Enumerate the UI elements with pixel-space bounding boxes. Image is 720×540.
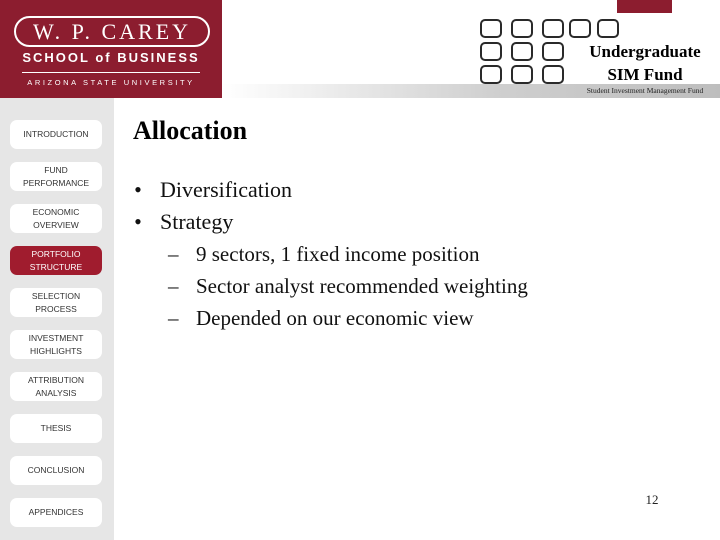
fund-title-line2: SIM Fund <box>607 65 683 84</box>
sidebar-item-economic-overview[interactable]: ECONOMIC OVERVIEW <box>10 204 102 233</box>
sub-bullet-item <box>128 270 688 302</box>
header-accent-tab <box>617 0 672 13</box>
sidebar-item-selection-process[interactable]: SELECTION PROCESS <box>10 288 102 317</box>
bullet-text: Diversification <box>160 177 292 202</box>
grid-square <box>542 19 564 38</box>
sub-bullet-marker: – <box>168 306 179 330</box>
grid-square <box>480 19 502 38</box>
sidebar-item-thesis[interactable]: THESIS <box>10 414 102 443</box>
logo-divider <box>22 72 200 73</box>
sidebar-nav <box>0 98 114 540</box>
sub-bullet-text: Depended on our economic view <box>196 306 474 330</box>
sidebar-item-fund-performance[interactable]: FUND PERFORMANCE <box>10 162 102 191</box>
bullet-marker: • <box>134 177 142 202</box>
fund-title <box>570 40 720 86</box>
grid-square <box>597 19 619 38</box>
grid-square <box>480 65 502 84</box>
fund-subtitle: Student Investment Management Fund <box>586 86 704 95</box>
sidebar-item-introduction[interactable]: INTRODUCTION <box>10 120 102 149</box>
sidebar-item-conclusion[interactable]: CONCLUSION <box>10 456 102 485</box>
grid-square <box>511 42 533 61</box>
bullet-text: Strategy <box>160 209 234 234</box>
grid-square <box>511 19 533 38</box>
sidebar-item-attribution-analysis[interactable]: ATTRIBUTION ANALYSIS <box>10 372 102 401</box>
logo-university: ARIZONA STATE UNIVERSITY <box>27 78 195 87</box>
logo-school: SCHOOL of BUSINESS <box>22 50 200 65</box>
bullet-item <box>128 206 688 238</box>
sidebar-item-appendices[interactable]: APPENDICES <box>10 498 102 527</box>
sub-bullet-marker: – <box>168 274 179 298</box>
grid-square <box>511 65 533 84</box>
fund-title-line1: Undergraduate <box>589 42 701 61</box>
sidebar-item-portfolio-structure[interactable]: PORTFOLIO STRUCTURE <box>10 246 102 275</box>
sub-bullet-text: Sector analyst recommended weighting <box>196 274 528 298</box>
page-number: 12 <box>645 492 659 507</box>
grid-square <box>480 42 502 61</box>
grid-square <box>542 42 564 61</box>
sub-bullet-item <box>128 238 688 270</box>
bullet-list <box>128 174 688 334</box>
slide-title: Allocation <box>133 116 248 145</box>
logo-wordmark: W. P. CAREY <box>14 16 210 47</box>
sidebar-item-investment-highlights[interactable]: INVESTMENT HIGHLIGHTS <box>10 330 102 359</box>
grid-square <box>542 65 564 84</box>
sub-bullet-marker: – <box>168 242 179 266</box>
wp-carey-logo <box>0 0 222 98</box>
bullet-marker: • <box>134 209 142 234</box>
sub-bullet-text: 9 sectors, 1 fixed income position <box>196 242 480 266</box>
grid-square <box>569 19 591 38</box>
sub-bullet-item <box>128 302 688 334</box>
bullet-item <box>128 174 688 206</box>
